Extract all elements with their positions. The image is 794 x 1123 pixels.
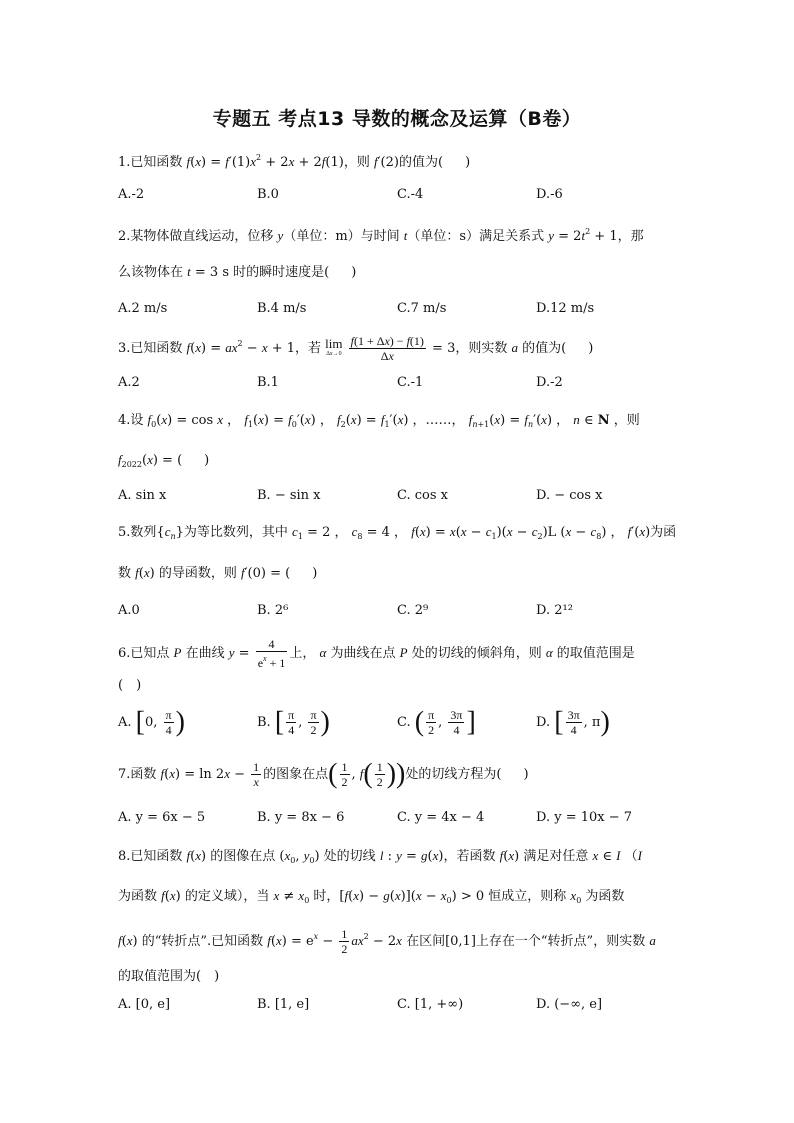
q2-option-a: A.2 m/s bbox=[118, 301, 168, 316]
q6-option-a: A. [0, $\frac{\pi}{4}$ ) bbox=[118, 706, 185, 738]
question-8-stem-cont-3: 的取值范围为( ) bbox=[118, 969, 220, 984]
q6-option-c: C. ( $\frac{\pi}{2}$ , $\frac{3\pi}{4}$ ] bbox=[397, 706, 476, 738]
q3-option-c: C.-1 bbox=[397, 375, 424, 390]
question-1-stem: 1.已知函数 $f(x) = f'(1)x^2 + 2x + 2f(1)$，则 f′(2)的值为( ) bbox=[118, 153, 471, 170]
q8-option-c: C. [1, +∞) bbox=[397, 997, 464, 1012]
question-4-stem: 4.设 $f_0(x) = \cos x$ ， $f_1(x) = f_0'(x)$ ， $f_2(x) = f_1'(x)$ ，……， $f_{n+1}(x) = f_n'(x)$ ， n ∈ N ，则 bbox=[118, 412, 640, 429]
question-4-stem-cont: $f_{2022}(x)$ = ( ) bbox=[118, 452, 210, 469]
q2-option-c: C.7 m/s bbox=[397, 301, 447, 316]
question-5-stem-cont: 数 f(x) 的导函数，则 f′(0) = ( ) bbox=[118, 565, 318, 581]
q2-option-d: D.12 m/s bbox=[536, 301, 595, 316]
question-7-stem: 7.函数 f(x) = ln 2x − $\frac{1}{x}$ 的图象在点( $\frac{1}{2}$ , f( $\frac{1}{2}$ ))处的切线方程为( ) bbox=[118, 758, 529, 790]
q7-option-c: C. y = 4x − 4 bbox=[397, 810, 485, 825]
q5-option-c: C. 2⁹ bbox=[397, 603, 429, 618]
q8-option-d: D. (−∞, e] bbox=[536, 997, 603, 1012]
q8-option-b: B. [1, e] bbox=[257, 997, 310, 1012]
q5-option-a: A.0 bbox=[118, 603, 140, 618]
q2-option-b: B.4 m/s bbox=[257, 301, 307, 316]
q3-option-b: B.1 bbox=[257, 375, 279, 390]
question-5-stem: 5.数列$\{c_n\}$为等比数列，其中 $c_1 = 2$ ， $c_8 = 4$ ， $f(x) = x(x - c_1)(x - c_2)L$ $(x - c_8)$ ， f′(x)为函 bbox=[118, 524, 677, 541]
question-2-stem-cont: 么该物体在 t = 3 s 时的瞬时速度是( ) bbox=[118, 264, 357, 280]
q7-option-a: A. y = 6x − 5 bbox=[118, 810, 206, 825]
question-8-stem-cont-1: 为函数 f(x) 的定义域），当 $x \ne x_0$ 时，$[f(x) - g(x)](x - x_0) > 0$ 恒成立，则称 $x_0$ 为函数 bbox=[118, 888, 625, 905]
q7-option-d: D. y = 10x − 7 bbox=[536, 810, 633, 825]
question-2-stem: 2.某物体做直线运动，位移 y（单位：m）与时间 t（单位：s）满足关系式 $y = 2t^2 + 1$，那 bbox=[118, 227, 644, 244]
page-title: 专题五 考点13 导数的概念及运算（B卷） bbox=[212, 108, 582, 130]
question-6-stem: 6.已知点 P 在曲线 y = $\frac{4}{e^x + 1}$ 上， α 为曲线在点 P 处的切线的倾斜角，则 α 的取值范围是 bbox=[118, 637, 635, 670]
q4-option-b: B. − sin x bbox=[257, 488, 321, 503]
q3-option-d: D.-2 bbox=[536, 375, 563, 390]
q1-option-d: D.-6 bbox=[536, 187, 563, 202]
q4-option-d: D. − cos x bbox=[536, 488, 603, 503]
q5-option-b: B. 2⁶ bbox=[257, 603, 289, 618]
question-8-stem: 8.已知函数 f(x) 的图像在点 ($x_0$, $y_0$) 处的切线 l : y = g(x)，若函数 f(x) 满足对任意 x ∈ I （I bbox=[118, 848, 642, 865]
q4-option-a: A. sin x bbox=[118, 488, 167, 503]
q3-option-a: A.2 bbox=[118, 375, 140, 390]
question-8-stem-cont-2: f(x) 的“转折点”.已知函数 $f(x) = e^x$ − $\frac{1}{2}$ $ax^2 - 2x$ 在区间[0,1]上存在一个“转折点”，则实数 a bbox=[118, 927, 656, 956]
q8-option-a: A. [0, e] bbox=[118, 997, 171, 1012]
q5-option-d: D. 2¹² bbox=[536, 603, 573, 618]
question-3-stem: 3.已知函数 $f(x) = ax^2 - x + 1$，若 lim Δx→0 $\frac{f(1 + \Delta x) - f(1)}{\Delta x}$ = 3，则实数 a 的值为( ) bbox=[118, 334, 594, 363]
question-6-stem-cont: ( ) bbox=[118, 678, 142, 693]
q6-option-d: D. [ $\frac{3\pi}{4}$ , π) bbox=[536, 706, 610, 738]
q1-option-c: C.-4 bbox=[397, 187, 424, 202]
q7-option-b: B. y = 8x − 6 bbox=[257, 810, 345, 825]
q4-option-c: C. cos x bbox=[397, 488, 448, 503]
q1-option-b: B.0 bbox=[257, 187, 279, 202]
q6-option-b: B. [ $\frac{\pi}{4}$ , $\frac{\pi}{2}$ ) bbox=[257, 706, 330, 738]
q1-option-a: A.-2 bbox=[118, 187, 145, 202]
